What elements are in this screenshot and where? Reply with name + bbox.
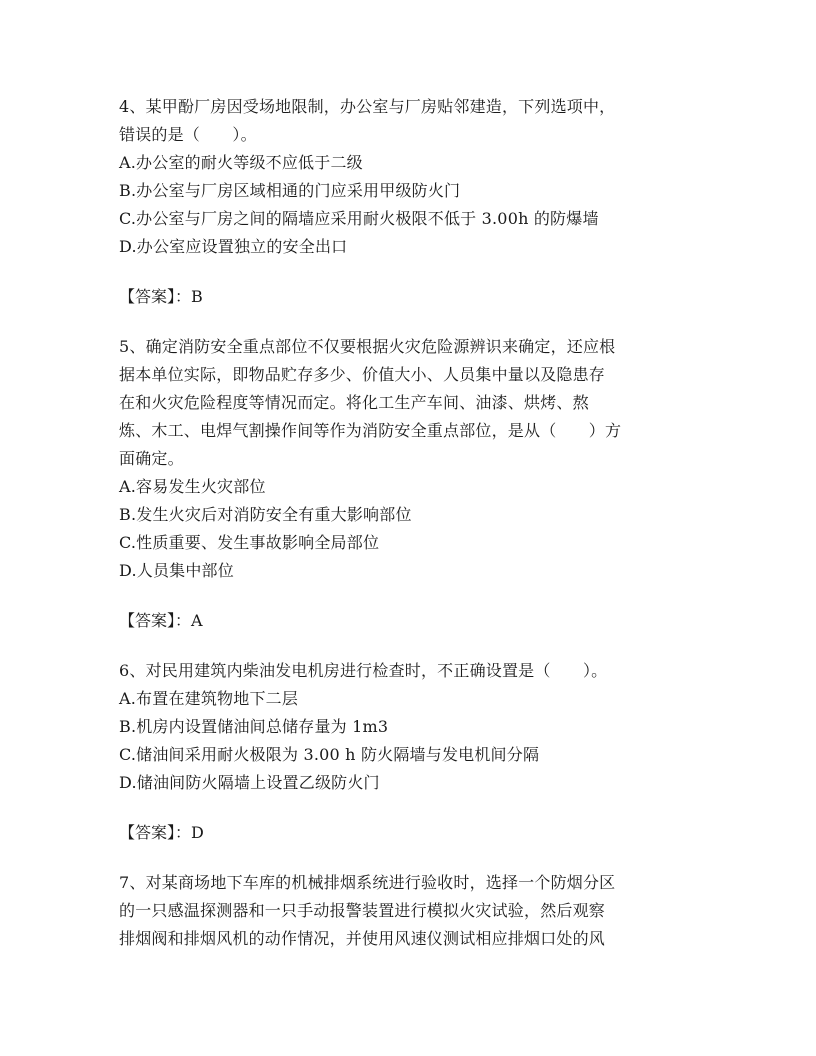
- option-c: C.性质重要、发生事故影响全局部位: [119, 533, 380, 552]
- question-4: [119, 93, 699, 333]
- option-c: C.储油间采用耐火极限为 3.00 h 防火隔墙与发电机间分隔: [119, 745, 540, 764]
- question-stem-line: 错误的是（ ）。: [119, 125, 257, 144]
- option-c: C.办公室与厂房之间的隔墙应采用耐火极限不低于 3.00h 的防爆墙: [119, 209, 599, 228]
- question-stem-line: 4、某甲酚厂房因受场地限制，办公室与厂房贴邻建造，下列选项中，: [119, 97, 616, 116]
- question-stem-line: 的一只感温探测器和一只手动报警装置进行模拟火灾试验，然后观察: [119, 901, 606, 920]
- answer-label: 【答案】：B: [119, 287, 203, 306]
- option-d: D.储油间防火隔墙上设置乙级防火门: [119, 773, 380, 792]
- question-5: [119, 333, 699, 657]
- question-stem-line: 在和火灾危险程度等情况而定。将化工生产车间、油漆、烘烤、熬: [119, 393, 589, 412]
- option-b: B.机房内设置储油间总储存量为 1m3: [119, 717, 389, 736]
- option-a: A.办公室的耐火等级不应低于二级: [119, 153, 363, 172]
- question-stem-line: 6、对民用建筑内柴油发电机房进行检查时，不正确设置是（ ）。: [119, 661, 608, 680]
- document-page: [119, 93, 699, 953]
- answer-label: 【答案】：D: [119, 823, 204, 842]
- question-stem-line: 5、确定消防安全重点部位不仅要根据火灾危险源辨识来确定，还应根: [119, 337, 616, 356]
- option-a: A.容易发生火灾部位: [119, 477, 266, 496]
- question-stem-line: 炼、木工、电焊气割操作间等作为消防安全重点部位，是从（ ）方: [119, 421, 622, 440]
- option-d: D.办公室应设置独立的安全出口: [119, 237, 348, 256]
- question-stem-line: 面确定。: [119, 449, 184, 468]
- question-7: [119, 869, 699, 953]
- option-d: D.人员集中部位: [119, 561, 234, 580]
- option-b: B.发生火灾后对消防安全有重大影响部位: [119, 505, 412, 524]
- option-b: B.办公室与厂房区域相通的门应采用甲级防火门: [119, 181, 461, 200]
- question-6: [119, 657, 699, 869]
- option-a: A.布置在建筑物地下二层: [119, 689, 299, 708]
- question-stem-line: 7、对某商场地下车库的机械排烟系统进行验收时，选择一个防烟分区: [119, 873, 616, 892]
- question-stem-line: 据本单位实际，即物品贮存多少、价值大小、人员集中量以及隐患存: [119, 365, 606, 384]
- answer-label: 【答案】：A: [119, 611, 203, 630]
- question-stem-line: 排烟阀和排烟风机的动作情况，并使用风速仪测试相应排烟口处的风: [119, 929, 606, 948]
